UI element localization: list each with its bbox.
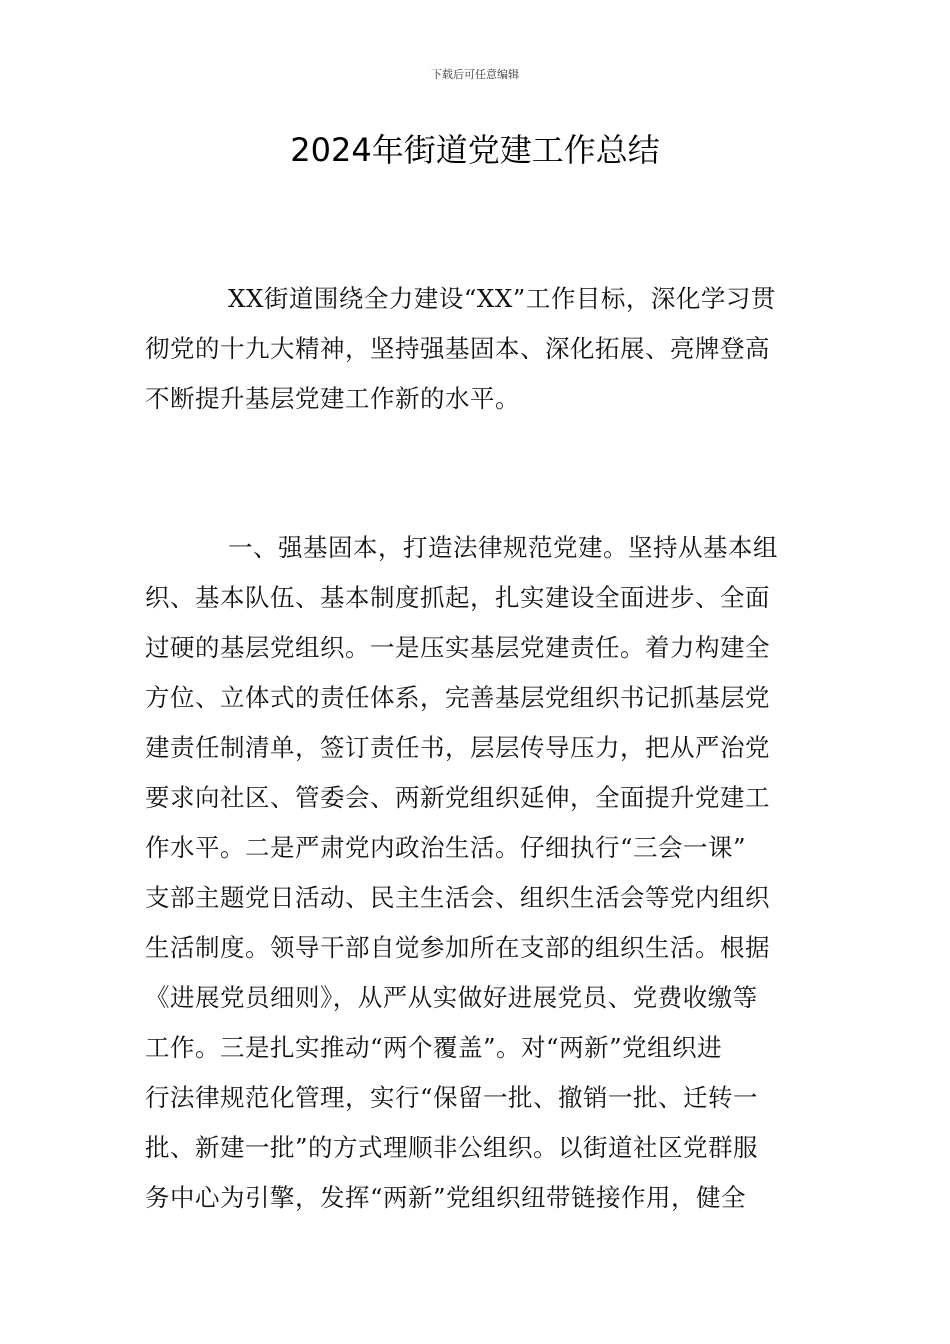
- paragraph-line: 建责任制清单，签订责任书，层层传导压力，把从严治党: [145, 733, 770, 762]
- paragraph-line: 批、新建一批”的方式理顺非公组织。以街道社区党群服: [145, 1133, 759, 1162]
- paragraph-line: 工作。三是扎实推动“两个覆盖”。对“两新”党组织进: [145, 1033, 723, 1062]
- paragraph-line: 一、强基固本，打造法律规范党建。坚持从基本组: [228, 533, 778, 562]
- paragraph-line: 彻党的十九大精神，坚持强基固本、深化拓展、亮牌登高: [145, 334, 770, 363]
- section-one-paragraph: [145, 523, 808, 1223]
- paragraph-line: 生活制度。领导干部自觉参加所在支部的组织生活。根据: [145, 933, 770, 962]
- paragraph-line: 行法律规范化管理，实行“保留一批、撤销一批、迁转一: [145, 1083, 759, 1112]
- paragraph-line: XX街道围绕全力建设“XX”工作目标，深化学习贯: [228, 284, 776, 313]
- paragraph-line: 方位、立体式的责任体系，完善基层党组织书记抓基层党: [145, 683, 770, 712]
- paragraph-line: 不断提升基层党建工作新的水平。: [145, 384, 520, 413]
- document-title: 2024年街道党建工作总结: [290, 131, 660, 169]
- paragraph-line: 务中心为引擎，发挥“两新”党组织纽带链接作用，健全: [145, 1183, 747, 1212]
- paragraph-line: 《进展党员细则》，从严从实做好进展党员、党费收缴等: [145, 983, 758, 1012]
- paragraph-line: 织、基本队伍、基本制度抓起，扎实建设全面进步、全面: [145, 583, 770, 612]
- paragraph-line: 支部主题党日活动、民主生活会、组织生活会等党内组织: [145, 883, 770, 912]
- paragraph-line: 过硬的基层党组织。一是压实基层党建责任。着力构建全: [145, 633, 770, 662]
- paragraph-line: 要求向社区、管委会、两新党组织延伸，全面提升党建工: [145, 783, 770, 812]
- paragraph-line: 作水平。二是严肃党内政治生活。仔细执行“三会一课”: [145, 833, 747, 862]
- header-note: 下载后可任意编辑: [431, 68, 519, 81]
- intro-paragraph: [145, 274, 808, 424]
